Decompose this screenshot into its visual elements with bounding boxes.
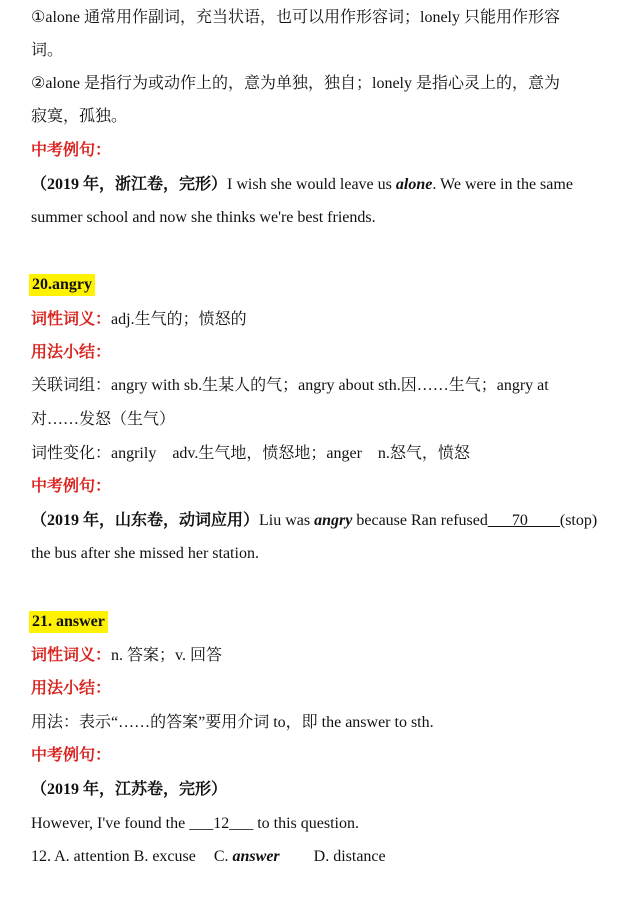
example-text: because Ran refused [352,512,488,529]
note-1-line-1: ①alone 通常用作副词，充当状语，也可以用作形容词；lonely 只能用作形容 [31,9,560,26]
word-form-line: 词性变化：angrily adv.生气地，愤怒地；anger n.怒气，愤怒 [31,445,470,462]
example-source: （2019 年，山东卷，动词应用） [31,512,260,529]
example-text: (stop) [559,512,598,529]
example-source: （2019 年，江苏卷，完形） [31,781,228,798]
answer-blank: ___70____ [487,512,560,529]
usage-label: 用法小结： [31,344,112,361]
pos-label: 词性词义： [31,647,112,664]
example-label: 中考例句： [31,747,112,764]
pos-text: n. 答案；v. 回答 [111,647,222,664]
usage-line: 用法：表示“……的答案”要用介词 to，即 the answer to sth. [31,714,434,731]
option-c-letter: C. [213,848,233,865]
example-text: I wish she would leave us [227,176,396,193]
options-line [31,847,386,867]
option-c-answer: answer [232,848,280,865]
entry-heading-answer: 21. answer [29,611,108,633]
phrase-line-2: 对……发怒（生气） [31,411,176,428]
pos-text: adj.生气的；愤怒的 [111,311,247,328]
option-b: B. excuse [133,848,196,865]
example-sentence-line-2: summer school and now she thinks we're best friends. [31,209,376,226]
example-sentence-line-1 [31,511,597,531]
example-label: 中考例句： [31,142,112,159]
entry-heading-angry: 20.angry [29,274,95,296]
option-d: D. distance [313,848,386,865]
example-label: 中考例句： [31,478,112,495]
phrase-line-1: 关联词组：angry with sb.生某人的气；angry about sth.因……生气；angry at [31,377,549,394]
example-keyword: alone [395,176,433,193]
example-source: （2019 年，浙江卷，完形） [31,176,228,193]
note-1-line-2: 词。 [31,42,64,59]
example-sentence-line-2: the bus after she missed her station. [31,545,259,562]
example-text: Liu was [259,512,315,529]
usage-label: 用法小结： [31,680,112,697]
part-of-speech-line [31,646,222,666]
pos-label: 词性词义： [31,311,112,328]
example-keyword: angry [314,512,353,529]
option-a: 12. A. attention [31,848,130,865]
example-sentence-line-1 [31,175,573,195]
part-of-speech-line [31,310,247,330]
note-2-line-2: 寂寞，孤独。 [31,108,128,125]
note-2-line-1: ②alone 是指行为或动作上的，意为单独，独自；lonely 是指心灵上的，意为 [31,75,560,92]
example-text: . We were in the same [432,176,573,193]
example-sentence: However, I've found the ___12___ to this question. [31,815,359,832]
